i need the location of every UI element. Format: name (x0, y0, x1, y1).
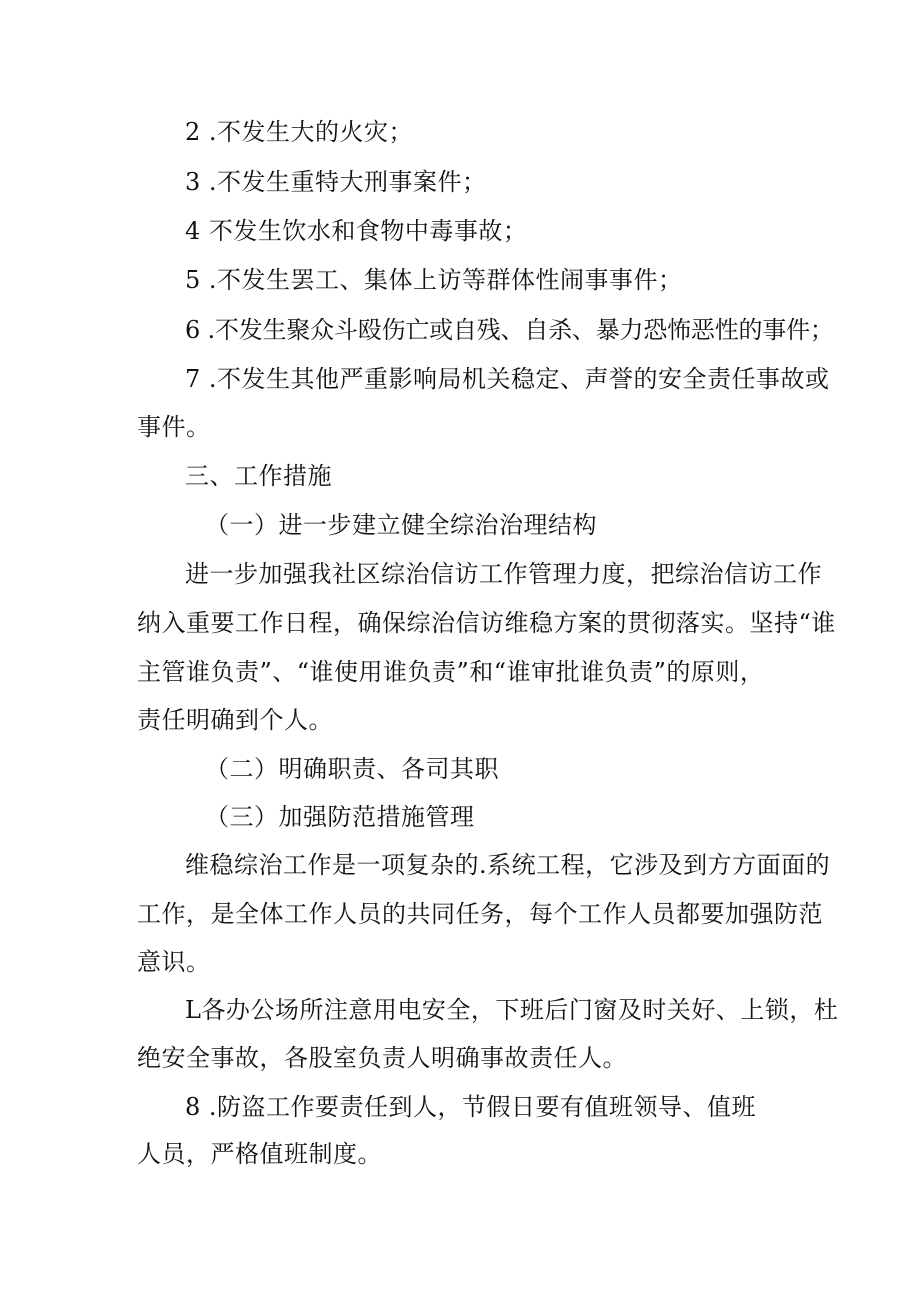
paragraph-1-line-3: 主管谁负责”、“谁使用谁负责”和“谁审批谁负责”的原则， (137, 658, 765, 686)
paragraph-1-line-2: 纳入重要工作日程，确保综治信访维稳方案的贯彻落实。坚持“谁 (137, 609, 836, 637)
paragraph-3-line-1: L各办公场所注意用电安全，下班后门窗及时关好、上锁，杜 (185, 996, 839, 1024)
paragraph-2-line-2: 工作，是全体工作人员的共同任务，每个工作人员都要加强防范 (137, 900, 823, 928)
subheading-2: （二）明确职责、各司其职 (205, 755, 499, 783)
list-item-5: 5 .不发生罢工、集体上访等群体性闹事事件； (185, 266, 683, 294)
subheading-3: （三）加强防范措施管理 (205, 803, 475, 831)
paragraph-1-line-1: 进一步加强我社区综治信访工作管理力度，把综治信访工作 (185, 560, 822, 588)
section-heading-3: 三、工作措施 (185, 462, 332, 490)
list-item-8-continuation: 人员，严格值班制度。 (137, 1140, 382, 1168)
list-item-8: 8 .防盗工作要责任到人，节假日要有值班领导、值班 (185, 1093, 757, 1121)
paragraph-2-line-3: 意识。 (137, 948, 211, 976)
list-item-7-continuation: 事件。 (137, 413, 211, 441)
paragraph-1-line-4: 责任明确到个人。 (137, 706, 333, 734)
list-item-2: 2 .不发生大的火灾； (185, 118, 414, 146)
list-item-3: 3 .不发生重特大刑事案件； (185, 168, 487, 196)
list-item-4: 4 不发生饮水和食物中毒事故； (185, 217, 528, 245)
list-item-6: 6 .不发生聚众斗殴伤亡或自残、自杀、暴力恐怖恶性的事件； (185, 316, 834, 344)
paragraph-3-line-2: 绝安全事故，各股室负责人明确事故责任人。 (137, 1044, 627, 1072)
paragraph-2-line-1: 维稳综治工作是一项复杂的.系统工程，它涉及到方方面面的 (185, 851, 831, 879)
subheading-1: （一）进一步建立健全综治治理结构 (205, 511, 597, 539)
list-item-7: 7 .不发生其他严重影响局机关稳定、声誉的安全责任事故或 (185, 365, 830, 393)
